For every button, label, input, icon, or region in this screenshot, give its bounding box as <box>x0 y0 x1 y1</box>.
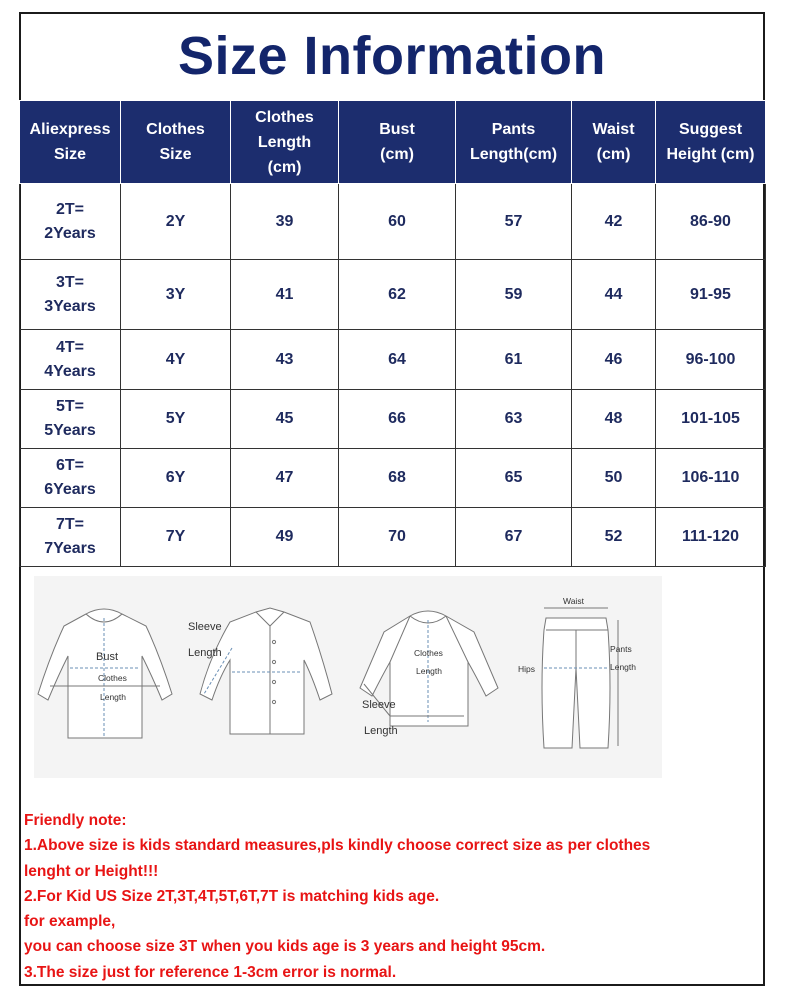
cell-bust: 64 <box>339 330 456 390</box>
cell-suggest-height: 106-110 <box>656 449 766 508</box>
table-row <box>20 260 766 330</box>
bust-label: Bust <box>96 651 119 663</box>
svg-text:Length: Length <box>416 666 442 676</box>
cell-suggest-height: 86-90 <box>656 184 766 260</box>
svg-text:Length: Length <box>100 692 126 702</box>
table-row <box>20 508 766 567</box>
cell-aliexpress-size: 4T= 4Years <box>20 330 121 390</box>
svg-text:Sleeve: Sleeve <box>188 621 222 633</box>
cell-waist: 44 <box>572 260 656 330</box>
table-header-row <box>20 101 766 184</box>
note-line: for example, <box>24 913 116 931</box>
svg-text:Waist: Waist <box>563 596 584 606</box>
cell-waist: 46 <box>572 330 656 390</box>
friendly-note <box>24 808 759 985</box>
cell-aliexpress-size: 2T= 2Years <box>20 184 121 260</box>
cell-clothes-size: 3Y <box>121 260 231 330</box>
header-clothes-size: Clothes Size <box>121 101 231 184</box>
note-heading: Friendly note: <box>24 812 127 829</box>
cell-waist: 42 <box>572 184 656 260</box>
table-row <box>20 449 766 508</box>
svg-text:Sleeve: Sleeve <box>362 699 396 711</box>
svg-text:Length: Length <box>610 662 636 672</box>
size-table <box>19 100 766 567</box>
cell-pants-length: 61 <box>456 330 572 390</box>
svg-text:Clothes: Clothes <box>414 648 443 658</box>
header-bust: Bust (cm) <box>339 101 456 184</box>
cell-bust: 70 <box>339 508 456 567</box>
cell-pants-length: 65 <box>456 449 572 508</box>
cell-clothes-length: 41 <box>231 260 339 330</box>
svg-text:Hips: Hips <box>518 664 536 674</box>
header-clothes-length: Clothes Length (cm) <box>231 101 339 184</box>
cell-waist: 48 <box>572 390 656 449</box>
note-line: 3.The size just for reference 1-3cm error is normal. <box>24 963 397 981</box>
cell-bust: 68 <box>339 449 456 508</box>
tshirt-illustration <box>38 609 172 738</box>
cell-waist: 50 <box>572 449 656 508</box>
table-row <box>20 184 766 260</box>
pants-illustration <box>518 596 636 748</box>
cell-clothes-size: 2Y <box>121 184 231 260</box>
cell-clothes-length: 47 <box>231 449 339 508</box>
page-title: Size Information <box>177 26 607 86</box>
note-line: lenght or Height!!! <box>24 862 159 880</box>
header-waist: Waist (cm) <box>572 101 656 184</box>
header-suggest-height: Suggest Height (cm) <box>656 101 766 184</box>
cell-aliexpress-size: 6T= 6Years <box>20 449 121 508</box>
note-line: 2.For Kid US Size 2T,3T,4T,5T,6T,7T is matching kids age. <box>24 887 440 905</box>
cell-bust: 62 <box>339 260 456 330</box>
cell-clothes-length: 43 <box>231 330 339 390</box>
cell-clothes-length: 49 <box>231 508 339 567</box>
cell-suggest-height: 96-100 <box>656 330 766 390</box>
cell-suggest-height: 111-120 <box>656 508 766 567</box>
cell-clothes-length: 39 <box>231 184 339 260</box>
cell-bust: 66 <box>339 390 456 449</box>
cell-clothes-size: 5Y <box>121 390 231 449</box>
note-line: 1.Above size is kids standard measures,pls kindly choose correct size as per clothes <box>24 837 651 855</box>
cell-waist: 52 <box>572 508 656 567</box>
cell-pants-length: 59 <box>456 260 572 330</box>
header-pants-length: Pants Length(cm) <box>456 101 572 184</box>
cell-pants-length: 57 <box>456 184 572 260</box>
cell-clothes-size: 4Y <box>121 330 231 390</box>
cell-suggest-height: 91-95 <box>656 260 766 330</box>
svg-text:Length: Length <box>188 647 222 659</box>
table-row <box>20 330 766 390</box>
cell-clothes-size: 7Y <box>121 508 231 567</box>
raglan-shirt-illustration <box>360 611 498 737</box>
cell-aliexpress-size: 5T= 5Years <box>20 390 121 449</box>
shirt-illustration <box>188 608 332 734</box>
measurement-illustrations <box>34 576 662 778</box>
cell-pants-length: 63 <box>456 390 572 449</box>
cell-bust: 60 <box>339 184 456 260</box>
cell-aliexpress-size: 7T= 7Years <box>20 508 121 567</box>
svg-text:Pants: Pants <box>610 644 632 654</box>
cell-clothes-size: 6Y <box>121 449 231 508</box>
measurement-diagram <box>34 576 662 778</box>
header-aliexpress-size: Aliexpress Size <box>20 101 121 184</box>
table-row <box>20 390 766 449</box>
svg-text:Clothes: Clothes <box>98 673 127 683</box>
cell-suggest-height: 101-105 <box>656 390 766 449</box>
cell-aliexpress-size: 3T= 3Years <box>20 260 121 330</box>
svg-text:Length: Length <box>364 725 398 737</box>
cell-clothes-length: 45 <box>231 390 339 449</box>
cell-pants-length: 67 <box>456 508 572 567</box>
note-line: you can choose size 3T when you kids age is 3 years and height 95cm. <box>24 938 546 956</box>
